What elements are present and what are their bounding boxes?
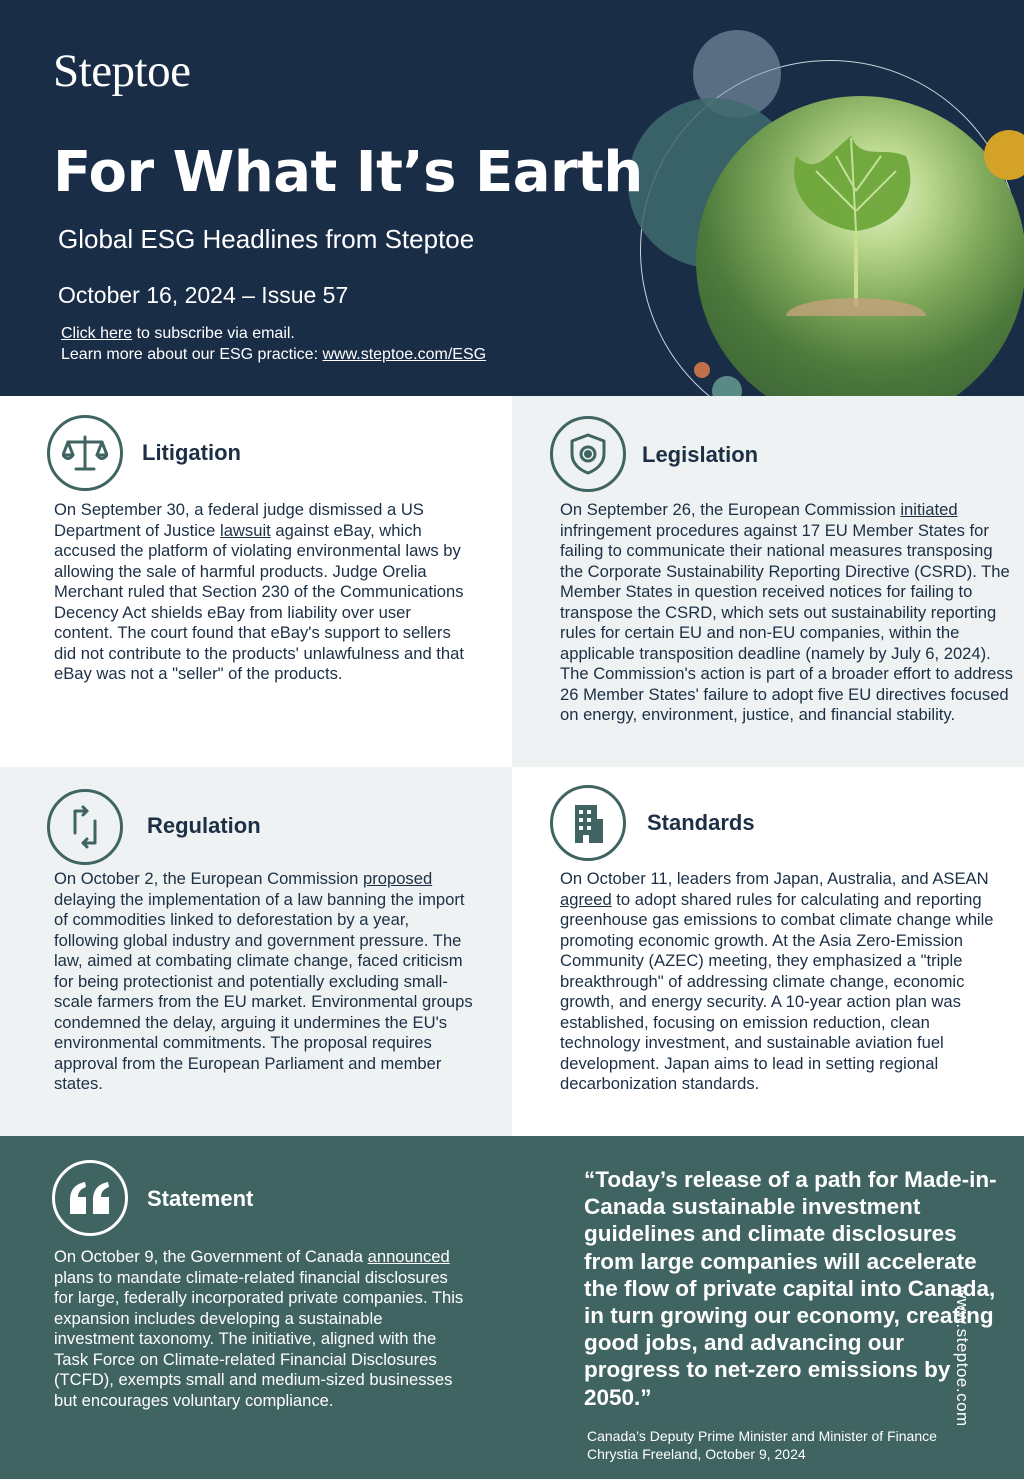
steptoe-side-url[interactable]: www.steptoe.com	[953, 1286, 972, 1427]
section-heading: Standards	[647, 810, 755, 835]
section-heading: Regulation	[147, 813, 261, 838]
section-litigation	[0, 396, 512, 767]
body-text: On September 26, the European Commission	[560, 500, 901, 519]
initiated-link[interactable]: initiated	[900, 500, 958, 519]
announced-link[interactable]: announced	[367, 1247, 450, 1266]
leaf-icon	[756, 116, 956, 316]
newsletter-subtitle: Global ESG Headlines from Steptoe	[58, 224, 475, 254]
statement-icon-circle	[52, 1160, 128, 1236]
body-text: delaying the implementation of a law banning the import of commodities linked to deforestation by a year, following global industry and government pressure. The law, aimed at combating climate change, faced criticism for being protectionist and potentially excluding small-scale farmers from the EU market. Environmental groups condemned the delay, arguing it undermines the EU's environmental commitments. The proposal requires approval from the European Parliament and member states.	[54, 889, 473, 1093]
section-heading: Litigation	[142, 440, 241, 465]
attribution-line: Chrystia Freeland, October 9, 2024	[587, 1446, 806, 1462]
quote-icon	[68, 1180, 112, 1216]
legislation-icon-circle	[550, 416, 626, 492]
attribution-line: Canada’s Deputy Prime Minister and Minister of Finance	[587, 1428, 937, 1444]
practice-line	[61, 346, 486, 364]
quote-attribution	[587, 1427, 977, 1463]
section-body	[560, 869, 1000, 1095]
pull-quote: “Today’s release of a path for Made-in-Canada sustainable investment guidelines and climate disclosures from large companies will accelerate the flow of private capital into Canada, in turn growing our economy, creating good jobs, and advancing our progress to net-zero emissions by 2050.”	[584, 1167, 997, 1410]
refresh-icon	[65, 805, 105, 849]
litigation-icon-circle	[47, 415, 123, 491]
section-regulation	[0, 767, 512, 1136]
newsletter-title: For What It’s Earth	[53, 140, 643, 205]
section-body	[54, 869, 474, 1095]
body-text: infringement procedures against 17 EU Member States for failing to communicate their national measures transposing the Corporate Sustainability Reporting Directive (CSRD). The Member States in question received notices for failing to transpose the CSRD, which sets out sustainability reporting rules for certain EU and non-EU companies, within the applicable transposition deadline (namely by July 6, 2024). The Commission's action is part of a broader effort to address 26 Member States' failure to adopt five EU directives focused on energy, environment, justice, and financial stability.	[560, 520, 1013, 724]
newsletter-header	[0, 0, 1024, 396]
scales-icon	[62, 433, 108, 473]
steptoe-logo: Steptoe	[53, 45, 191, 97]
section-heading: Statement	[147, 1186, 254, 1211]
body-text: plans to mandate climate-related financial disclosures for large, federally incorporated private companies. This expansion includes developing a sustainable investment taxonomy. The initiative, aligned with the Task Force on Climate-related Financial Disclosures (TCFD), exempts small and medium-sized businesses but encourages voluntary compliance.	[54, 1267, 464, 1410]
section-statement	[0, 1136, 1024, 1479]
building-icon	[570, 801, 606, 845]
body-text: to adopt shared rules for calculating and reporting greenhouse gas emissions to combat climate change while promoting economic growth. At the Asia Zero-Emission Community (AZEC) meeting, they emphasized a "triple breakthrough" of addressing climate change, economic growth, and energy security. A 10-year action plan was established, focusing on emission reduction, clean technology investment, and sustainable aviation fuel development. Japan aims to lead in setting regional decarbonization standards.	[560, 889, 994, 1093]
section-heading: Legislation	[642, 442, 759, 467]
practice-link[interactable]: www.steptoe.com/ESG	[322, 346, 487, 363]
standards-icon-circle	[550, 785, 626, 861]
body-text: On October 11, leaders from Japan, Australia, and ASEAN	[560, 869, 989, 888]
side-url-container	[953, 1286, 1024, 1436]
decorative-dot	[694, 362, 710, 378]
proposed-link[interactable]: proposed	[362, 869, 433, 888]
section-body	[54, 500, 474, 685]
lawsuit-link[interactable]: lawsuit	[220, 520, 271, 540]
section-legislation	[512, 396, 1024, 767]
subscribe-link[interactable]: Click here	[61, 325, 133, 342]
body-text: On October 9, the Government of Canada	[54, 1247, 368, 1266]
regulation-icon-circle	[47, 789, 123, 865]
issue-date: October 16, 2024 – Issue 57	[58, 282, 349, 308]
body-text: On October 2, the European Commission	[54, 869, 363, 888]
section-body	[560, 500, 1018, 726]
subscribe-line	[61, 325, 295, 343]
practice-text: Learn more about our ESG practice:	[61, 346, 323, 363]
subscribe-text: to subscribe via email.	[132, 325, 295, 342]
agreed-link[interactable]: agreed	[560, 889, 612, 909]
section-standards	[512, 767, 1024, 1136]
body-text: against eBay, which accused the platform of violating environmental laws by allowing the sale of harmful products. Judge Orelia Merchant ruled that Section 230 of the Communications Decency Act shields eBay from liability over user content. The court found that eBay's support to sellers did not contribute to the products' unlawfulness and that eBay was not a "seller" of the products.	[54, 520, 464, 683]
section-body	[54, 1247, 464, 1411]
shield-icon	[568, 432, 608, 476]
body-text: On September 30, a federal judge dismissed a US Department of Justice	[54, 500, 424, 540]
